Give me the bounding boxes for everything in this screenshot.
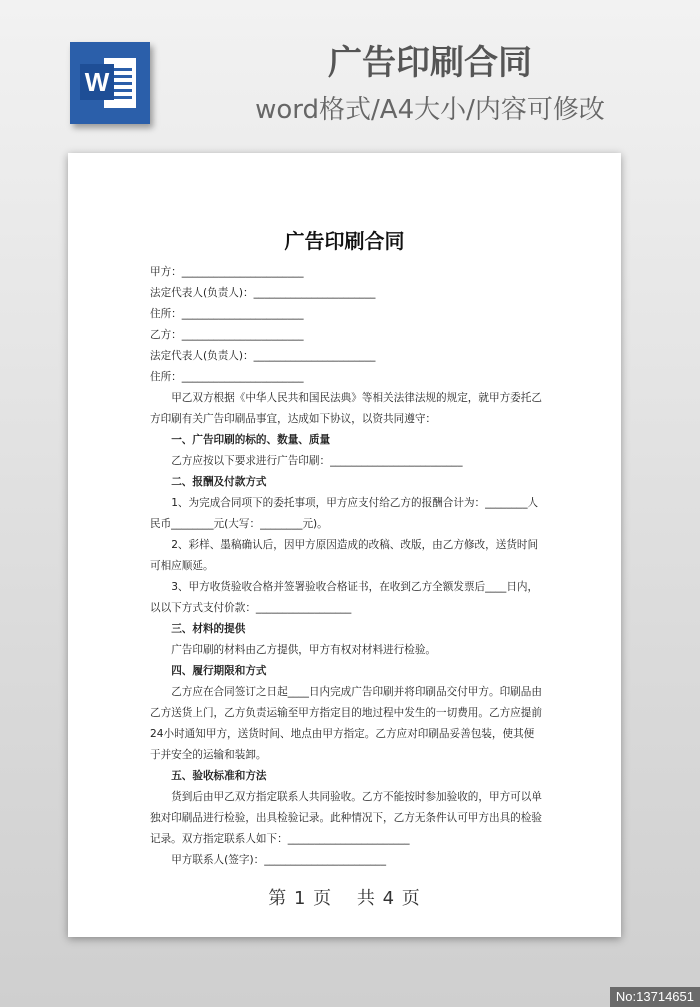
- body-paragraph: 2、彩样、墨稿确认后，因甲方原因造成的改稿、改版，由乙方修改，送货时间可相应顺延。: [150, 539, 539, 572]
- party-field: 住所：_______________________: [150, 308, 304, 320]
- body-paragraph: 广告印刷的材料由乙方提供，甲方有权对材料进行检验。: [171, 644, 437, 656]
- party-field: 甲方：_______________________: [150, 266, 304, 278]
- body-paragraph: 乙方应按以下要求进行广告印刷：_________________________: [171, 455, 463, 467]
- page-number: 第 1 页: [268, 888, 333, 909]
- document-title: 广告印刷合同: [284, 229, 405, 253]
- body-paragraph: 甲方联系人(签字)：_______________________: [171, 854, 387, 866]
- body-paragraph: 乙方应在合同签订之日起____日内完成广告印刷并将印刷品交付甲方。印刷品由乙方送货上门，乙方负责运输至甲方指定目的地过程中发生的一切费用。乙方应提前24小时通知甲方，送货时间、地点由甲方指定。乙方应对印刷品妥善包装，使其便于并安全的运输和装卸。: [150, 686, 542, 761]
- word-app-icon: [70, 42, 150, 124]
- section-heading: 三、材料的提供: [171, 623, 246, 635]
- page-indicator: [68, 886, 621, 912]
- body-paragraph: 甲乙双方根据《中华人民共和国民法典》等相关法律法规的规定，就甲方委托乙方印刷有关广告印刷品事宜，达成如下协议，以资共同遵守：: [150, 392, 542, 425]
- banner-title: 广告印刷合同: [328, 43, 532, 83]
- section-heading: 一、广告印刷的标的、数量、质量: [171, 434, 331, 446]
- section-heading: 四、履行期限和方式: [171, 665, 267, 677]
- body-paragraph: 货到后由甲乙双方指定联系人共同验收。乙方不能按时参加验收的，甲方可以单独对印刷品进行检验，出具检验记录。此种情况下，乙方无条件认可甲方出具的检验记录。双方指定联系人如下：_______________________: [150, 791, 542, 845]
- party-field: 住所：_______________________: [150, 371, 304, 383]
- word-letter-badge: W: [80, 64, 114, 100]
- section-heading: 二、报酬及付款方式: [171, 476, 267, 488]
- party-field: 法定代表人(负责人)：_______________________: [150, 350, 376, 362]
- section-heading: 五、验收标准和方法: [171, 770, 267, 782]
- banner-subtitle: word格式/A4大小/内容可修改: [255, 95, 605, 125]
- party-field: 法定代表人(负责人)：_______________________: [150, 287, 376, 299]
- image-id-stamp: No:13714651: [610, 987, 700, 1007]
- document-body: [150, 262, 542, 871]
- party-field: 乙方：_______________________: [150, 329, 304, 341]
- document-page: [68, 153, 621, 937]
- page-total: 共 4 页: [356, 888, 421, 909]
- body-paragraph: 1、为完成合同项下的委托事项，甲方应支付给乙方的报酬合计为：________人民币________元(大写：________元)。: [150, 497, 539, 530]
- body-paragraph: 3、甲方收货验收合格并签署验收合格证书，在收到乙方全额发票后____日内，以以下方式支付价款：__________________: [150, 581, 539, 614]
